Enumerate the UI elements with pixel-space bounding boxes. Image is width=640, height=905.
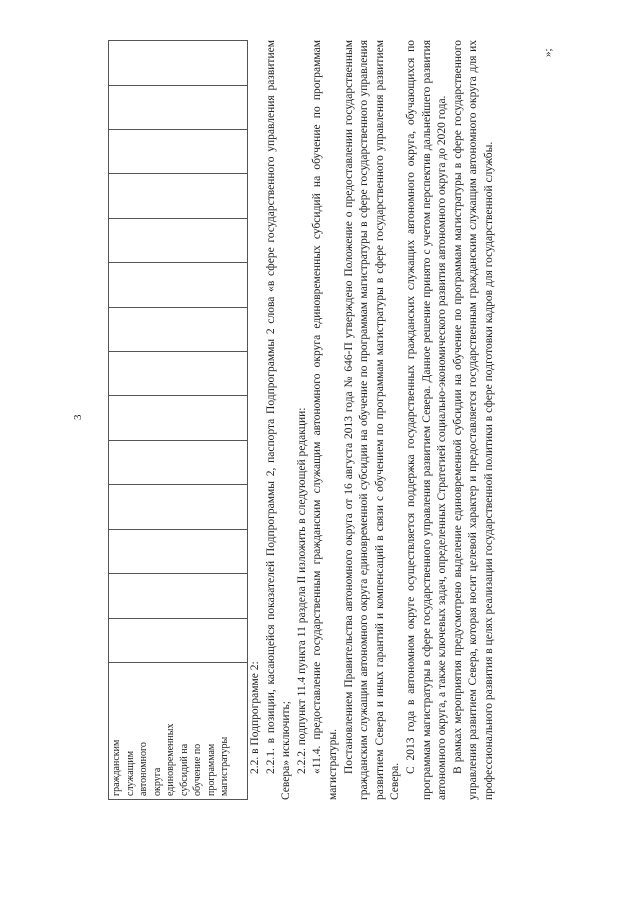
cell-line: магистратуры — [219, 736, 230, 796]
table-cell — [109, 85, 248, 129]
paragraph: В рамках мероприятия предусмотрено выделение единовременной субсидии на обучение по программам магистратуры в сфере государственного управления развитием Севера, которая носит целевой характер и предоставляется государственным гражданским служащим автономного округа для их профессионального развития в целях реализации государственной политики в сфере подготовки кадров для государственной службы. — [451, 40, 495, 800]
table-cell — [109, 218, 248, 262]
paragraph: 2.2.1. в позиции, касающейся показателей Подпрограммы 2, паспорта Подпрограммы 2 слова «в сфере государственного управления развитием Севера» исключить; — [264, 40, 293, 800]
page-number: 3 — [72, 414, 84, 420]
paragraph: С 2013 года в автономном округе осуществляется поддержка государственных гражданских служащих автономного округа, обучающихся по программам магистратуры в сфере государственного управления развитием Севера. Данное решение принято с учетом перспектив дальнейшего развития автономного округа, а также ключевых задач, определенных Стратегией социально-экономического развития автономного округа до 2020 года. — [404, 40, 449, 800]
cell-line: автономного — [138, 742, 149, 796]
paragraph: Постановлением Правительства автономного округа от 16 августа 2013 года № 646-П утверждено Положение о предоставлении государственным гражданским служащим автономного округа единовременной субсидии на обучение по программам магистратуры в сфере государственного управления развитием Севера и иных гарантий и компенсаций в связи с обучением по программам магистратуры в сфере государственного управления развитием Севера. — [342, 40, 402, 800]
table-cell — [109, 574, 248, 618]
table-cell — [109, 396, 248, 440]
paragraph: 2.2.2. подпункт 11.4 пункта 11 раздела II изложить в следующей редакции: — [295, 407, 308, 774]
table-cell — [109, 529, 248, 573]
table-cell-indicator — [109, 663, 248, 800]
cell-line: единовременных — [165, 723, 176, 796]
rotated-content — [70, 40, 554, 800]
table-cell — [109, 307, 248, 351]
table-cell — [109, 41, 248, 86]
table-cell — [109, 263, 248, 307]
paragraph: 2.2. в Подпрограмме 2: — [249, 661, 261, 774]
table-cell — [109, 352, 248, 396]
table-cell — [109, 129, 248, 173]
cell-line: округа — [151, 767, 163, 796]
cell-line: программам — [205, 743, 217, 796]
cell-line: субсидий на — [178, 743, 190, 796]
table-cell — [109, 485, 248, 529]
cell-line: обучение по — [192, 743, 203, 796]
table-cell — [109, 440, 248, 484]
cell-line: служащим — [124, 750, 136, 796]
table-cell — [109, 174, 248, 218]
cell-line: гражданским — [111, 739, 122, 796]
corner-mark: »; — [542, 48, 554, 57]
indicator-table — [108, 40, 248, 800]
paragraph: «11.4. предоставление государственным гражданским служащим автономного округа единовременных субсидий на обучение по программам магистратуры. — [311, 40, 339, 800]
table-row — [109, 41, 248, 800]
table-cell — [109, 618, 248, 662]
body-text — [248, 40, 498, 800]
